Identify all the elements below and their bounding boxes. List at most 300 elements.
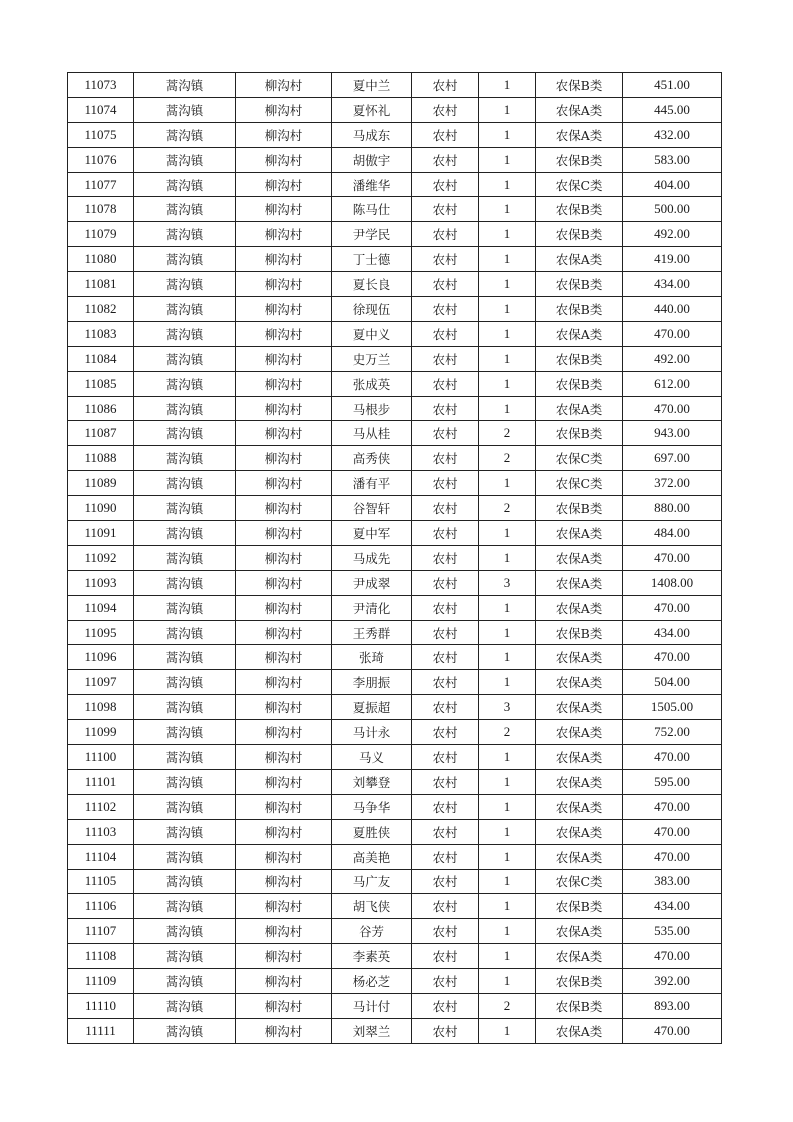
cell-amount: 470.00: [623, 595, 722, 620]
table-row: [68, 819, 722, 844]
table-row: [68, 421, 722, 446]
cell-household-count: 2: [479, 993, 536, 1018]
cell-village: 柳沟村: [236, 545, 332, 570]
cell-town: 蒿沟镇: [134, 297, 236, 322]
cell-town: 蒿沟镇: [134, 919, 236, 944]
cell-insurance-category: 农保A类: [536, 122, 623, 147]
cell-area-type: 农村: [412, 993, 479, 1018]
cell-town: 蒿沟镇: [134, 769, 236, 794]
cell-amount: 500.00: [623, 197, 722, 222]
cell-town: 蒿沟镇: [134, 819, 236, 844]
cell-amount: 535.00: [623, 919, 722, 944]
cell-name: 丁士德: [332, 247, 412, 272]
cell-village: 柳沟村: [236, 595, 332, 620]
cell-area-type: 农村: [412, 670, 479, 695]
cell-village: 柳沟村: [236, 247, 332, 272]
table-row: [68, 197, 722, 222]
table-row: [68, 869, 722, 894]
cell-area-type: 农村: [412, 944, 479, 969]
cell-name: 陈马仕: [332, 197, 412, 222]
cell-town: 蒿沟镇: [134, 869, 236, 894]
cell-village: 柳沟村: [236, 147, 332, 172]
cell-record-id: 11107: [68, 919, 134, 944]
cell-village: 柳沟村: [236, 819, 332, 844]
cell-area-type: 农村: [412, 969, 479, 994]
cell-village: 柳沟村: [236, 297, 332, 322]
cell-village: 柳沟村: [236, 396, 332, 421]
cell-town: 蒿沟镇: [134, 97, 236, 122]
cell-area-type: 农村: [412, 645, 479, 670]
cell-record-id: 11099: [68, 720, 134, 745]
cell-village: 柳沟村: [236, 446, 332, 471]
cell-amount: 451.00: [623, 73, 722, 98]
table-row: [68, 570, 722, 595]
cell-household-count: 1: [479, 222, 536, 247]
cell-insurance-category: 农保C类: [536, 172, 623, 197]
cell-town: 蒿沟镇: [134, 570, 236, 595]
cell-name: 马成东: [332, 122, 412, 147]
table-row: [68, 471, 722, 496]
cell-amount: 372.00: [623, 471, 722, 496]
cell-name: 王秀群: [332, 620, 412, 645]
table-row: [68, 272, 722, 297]
table-row: [68, 720, 722, 745]
cell-village: 柳沟村: [236, 222, 332, 247]
cell-area-type: 农村: [412, 172, 479, 197]
cell-town: 蒿沟镇: [134, 496, 236, 521]
cell-area-type: 农村: [412, 1018, 479, 1043]
cell-record-id: 11080: [68, 247, 134, 272]
cell-household-count: 1: [479, 297, 536, 322]
cell-village: 柳沟村: [236, 496, 332, 521]
cell-amount: 492.00: [623, 346, 722, 371]
cell-household-count: 2: [479, 421, 536, 446]
cell-insurance-category: 农保A类: [536, 695, 623, 720]
cell-insurance-category: 农保A类: [536, 396, 623, 421]
cell-record-id: 11102: [68, 794, 134, 819]
table-row: [68, 446, 722, 471]
cell-insurance-category: 农保A类: [536, 745, 623, 770]
cell-record-id: 11096: [68, 645, 134, 670]
table-row: [68, 645, 722, 670]
cell-village: 柳沟村: [236, 794, 332, 819]
cell-name: 夏中兰: [332, 73, 412, 98]
cell-area-type: 农村: [412, 521, 479, 546]
cell-amount: 470.00: [623, 844, 722, 869]
cell-area-type: 农村: [412, 919, 479, 944]
cell-record-id: 11093: [68, 570, 134, 595]
cell-name: 张琦: [332, 645, 412, 670]
table-row: [68, 894, 722, 919]
cell-insurance-category: 农保B类: [536, 147, 623, 172]
cell-area-type: 农村: [412, 545, 479, 570]
cell-name: 马争华: [332, 794, 412, 819]
cell-town: 蒿沟镇: [134, 944, 236, 969]
cell-town: 蒿沟镇: [134, 272, 236, 297]
cell-record-id: 11083: [68, 321, 134, 346]
cell-town: 蒿沟镇: [134, 595, 236, 620]
table-row: [68, 993, 722, 1018]
cell-town: 蒿沟镇: [134, 745, 236, 770]
cell-amount: 484.00: [623, 521, 722, 546]
cell-village: 柳沟村: [236, 670, 332, 695]
table-row: [68, 346, 722, 371]
cell-record-id: 11089: [68, 471, 134, 496]
cell-name: 李素英: [332, 944, 412, 969]
cell-town: 蒿沟镇: [134, 993, 236, 1018]
cell-town: 蒿沟镇: [134, 321, 236, 346]
cell-insurance-category: 农保C类: [536, 446, 623, 471]
cell-village: 柳沟村: [236, 73, 332, 98]
cell-name: 夏长良: [332, 272, 412, 297]
cell-name: 谷芳: [332, 919, 412, 944]
cell-village: 柳沟村: [236, 197, 332, 222]
cell-household-count: 3: [479, 570, 536, 595]
cell-record-id: 11076: [68, 147, 134, 172]
cell-town: 蒿沟镇: [134, 894, 236, 919]
cell-amount: 432.00: [623, 122, 722, 147]
cell-household-count: 2: [479, 446, 536, 471]
table-row: [68, 496, 722, 521]
cell-insurance-category: 农保B类: [536, 969, 623, 994]
cell-village: 柳沟村: [236, 521, 332, 546]
cell-name: 马成先: [332, 545, 412, 570]
table-row: [68, 97, 722, 122]
cell-household-count: 1: [479, 745, 536, 770]
cell-area-type: 农村: [412, 496, 479, 521]
cell-village: 柳沟村: [236, 97, 332, 122]
cell-name: 马广友: [332, 869, 412, 894]
table-row: [68, 969, 722, 994]
cell-household-count: 1: [479, 869, 536, 894]
cell-record-id: 11086: [68, 396, 134, 421]
cell-record-id: 11095: [68, 620, 134, 645]
cell-town: 蒿沟镇: [134, 794, 236, 819]
table-row: [68, 73, 722, 98]
cell-insurance-category: 农保B类: [536, 620, 623, 645]
cell-amount: 470.00: [623, 1018, 722, 1043]
cell-insurance-category: 农保B类: [536, 371, 623, 396]
cell-village: 柳沟村: [236, 570, 332, 595]
cell-record-id: 11097: [68, 670, 134, 695]
cell-town: 蒿沟镇: [134, 545, 236, 570]
cell-record-id: 11091: [68, 521, 134, 546]
cell-household-count: 2: [479, 720, 536, 745]
cell-record-id: 11078: [68, 197, 134, 222]
table-row: [68, 944, 722, 969]
cell-amount: 470.00: [623, 794, 722, 819]
cell-town: 蒿沟镇: [134, 969, 236, 994]
cell-record-id: 11108: [68, 944, 134, 969]
cell-name: 潘维华: [332, 172, 412, 197]
cell-village: 柳沟村: [236, 919, 332, 944]
cell-town: 蒿沟镇: [134, 346, 236, 371]
cell-village: 柳沟村: [236, 745, 332, 770]
cell-record-id: 11087: [68, 421, 134, 446]
cell-town: 蒿沟镇: [134, 222, 236, 247]
cell-insurance-category: 农保B类: [536, 73, 623, 98]
cell-insurance-category: 农保A类: [536, 1018, 623, 1043]
cell-record-id: 11090: [68, 496, 134, 521]
cell-insurance-category: 农保B类: [536, 297, 623, 322]
cell-town: 蒿沟镇: [134, 1018, 236, 1043]
cell-name: 夏胜侠: [332, 819, 412, 844]
cell-record-id: 11101: [68, 769, 134, 794]
table-row: [68, 670, 722, 695]
cell-amount: 419.00: [623, 247, 722, 272]
cell-name: 杨必芝: [332, 969, 412, 994]
table-row: [68, 521, 722, 546]
cell-record-id: 11088: [68, 446, 134, 471]
table-row: [68, 769, 722, 794]
cell-town: 蒿沟镇: [134, 396, 236, 421]
cell-amount: 440.00: [623, 297, 722, 322]
cell-household-count: 1: [479, 371, 536, 396]
table-row: [68, 695, 722, 720]
cell-name: 张成英: [332, 371, 412, 396]
cell-amount: 470.00: [623, 745, 722, 770]
cell-village: 柳沟村: [236, 993, 332, 1018]
table-row: [68, 122, 722, 147]
cell-name: 马计付: [332, 993, 412, 1018]
cell-amount: 383.00: [623, 869, 722, 894]
cell-name: 尹清化: [332, 595, 412, 620]
cell-amount: 434.00: [623, 272, 722, 297]
cell-town: 蒿沟镇: [134, 471, 236, 496]
cell-amount: 434.00: [623, 620, 722, 645]
cell-record-id: 11077: [68, 172, 134, 197]
cell-record-id: 11081: [68, 272, 134, 297]
cell-name: 刘攀登: [332, 769, 412, 794]
cell-household-count: 3: [479, 695, 536, 720]
cell-name: 尹成翠: [332, 570, 412, 595]
cell-household-count: 1: [479, 1018, 536, 1043]
table-body: [68, 73, 722, 1044]
cell-village: 柳沟村: [236, 122, 332, 147]
cell-area-type: 农村: [412, 122, 479, 147]
cell-area-type: 农村: [412, 371, 479, 396]
cell-area-type: 农村: [412, 396, 479, 421]
table-row: [68, 620, 722, 645]
cell-village: 柳沟村: [236, 944, 332, 969]
cell-amount: 612.00: [623, 371, 722, 396]
cell-amount: 492.00: [623, 222, 722, 247]
cell-amount: 893.00: [623, 993, 722, 1018]
cell-household-count: 1: [479, 521, 536, 546]
cell-village: 柳沟村: [236, 371, 332, 396]
cell-amount: 697.00: [623, 446, 722, 471]
cell-town: 蒿沟镇: [134, 147, 236, 172]
table-row: [68, 844, 722, 869]
cell-household-count: 1: [479, 844, 536, 869]
cell-household-count: 1: [479, 620, 536, 645]
cell-village: 柳沟村: [236, 869, 332, 894]
cell-amount: 583.00: [623, 147, 722, 172]
cell-name: 潘有平: [332, 471, 412, 496]
cell-area-type: 农村: [412, 247, 479, 272]
cell-household-count: 1: [479, 969, 536, 994]
table-row: [68, 595, 722, 620]
cell-name: 马计永: [332, 720, 412, 745]
cell-household-count: 1: [479, 272, 536, 297]
cell-record-id: 11098: [68, 695, 134, 720]
cell-insurance-category: 农保A类: [536, 570, 623, 595]
cell-amount: 470.00: [623, 321, 722, 346]
cell-area-type: 农村: [412, 720, 479, 745]
cell-area-type: 农村: [412, 894, 479, 919]
cell-town: 蒿沟镇: [134, 197, 236, 222]
cell-household-count: 1: [479, 73, 536, 98]
cell-town: 蒿沟镇: [134, 670, 236, 695]
cell-area-type: 农村: [412, 620, 479, 645]
cell-record-id: 11082: [68, 297, 134, 322]
cell-insurance-category: 农保A类: [536, 545, 623, 570]
cell-town: 蒿沟镇: [134, 645, 236, 670]
cell-household-count: 1: [479, 197, 536, 222]
cell-amount: 470.00: [623, 645, 722, 670]
cell-amount: 445.00: [623, 97, 722, 122]
cell-name: 尹学民: [332, 222, 412, 247]
cell-town: 蒿沟镇: [134, 446, 236, 471]
cell-area-type: 农村: [412, 794, 479, 819]
cell-insurance-category: 农保A类: [536, 670, 623, 695]
cell-village: 柳沟村: [236, 894, 332, 919]
cell-area-type: 农村: [412, 844, 479, 869]
cell-amount: 1505.00: [623, 695, 722, 720]
cell-area-type: 农村: [412, 297, 479, 322]
cell-household-count: 1: [479, 645, 536, 670]
cell-area-type: 农村: [412, 446, 479, 471]
cell-name: 史万兰: [332, 346, 412, 371]
cell-record-id: 11106: [68, 894, 134, 919]
cell-name: 胡飞侠: [332, 894, 412, 919]
cell-record-id: 11094: [68, 595, 134, 620]
cell-name: 夏怀礼: [332, 97, 412, 122]
cell-insurance-category: 农保A类: [536, 794, 623, 819]
cell-village: 柳沟村: [236, 346, 332, 371]
cell-area-type: 农村: [412, 819, 479, 844]
cell-amount: 595.00: [623, 769, 722, 794]
cell-village: 柳沟村: [236, 421, 332, 446]
cell-amount: 880.00: [623, 496, 722, 521]
cell-name: 胡傲宇: [332, 147, 412, 172]
cell-amount: 504.00: [623, 670, 722, 695]
cell-area-type: 农村: [412, 745, 479, 770]
cell-name: 谷智轩: [332, 496, 412, 521]
cell-town: 蒿沟镇: [134, 844, 236, 869]
cell-insurance-category: 农保B类: [536, 993, 623, 1018]
cell-insurance-category: 农保A类: [536, 844, 623, 869]
cell-record-id: 11103: [68, 819, 134, 844]
table-row: [68, 919, 722, 944]
cell-household-count: 1: [479, 769, 536, 794]
cell-name: 刘翠兰: [332, 1018, 412, 1043]
cell-area-type: 农村: [412, 147, 479, 172]
cell-village: 柳沟村: [236, 272, 332, 297]
cell-town: 蒿沟镇: [134, 421, 236, 446]
cell-amount: 470.00: [623, 545, 722, 570]
cell-insurance-category: 农保A类: [536, 247, 623, 272]
cell-household-count: 1: [479, 147, 536, 172]
table-row: [68, 222, 722, 247]
cell-household-count: 1: [479, 471, 536, 496]
cell-household-count: 1: [479, 321, 536, 346]
cell-household-count: 1: [479, 919, 536, 944]
cell-insurance-category: 农保A类: [536, 97, 623, 122]
cell-amount: 470.00: [623, 819, 722, 844]
cell-record-id: 11073: [68, 73, 134, 98]
cell-record-id: 11110: [68, 993, 134, 1018]
cell-household-count: 1: [479, 819, 536, 844]
cell-record-id: 11075: [68, 122, 134, 147]
cell-insurance-category: 农保A类: [536, 521, 623, 546]
cell-household-count: 1: [479, 794, 536, 819]
cell-town: 蒿沟镇: [134, 247, 236, 272]
cell-village: 柳沟村: [236, 695, 332, 720]
cell-household-count: 1: [479, 944, 536, 969]
cell-area-type: 农村: [412, 97, 479, 122]
cell-village: 柳沟村: [236, 172, 332, 197]
cell-record-id: 11100: [68, 745, 134, 770]
cell-area-type: 农村: [412, 222, 479, 247]
cell-amount: 470.00: [623, 944, 722, 969]
cell-household-count: 1: [479, 346, 536, 371]
cell-town: 蒿沟镇: [134, 521, 236, 546]
cell-record-id: 11085: [68, 371, 134, 396]
cell-name: 李朋振: [332, 670, 412, 695]
cell-insurance-category: 农保B类: [536, 421, 623, 446]
cell-village: 柳沟村: [236, 645, 332, 670]
cell-town: 蒿沟镇: [134, 122, 236, 147]
cell-village: 柳沟村: [236, 620, 332, 645]
cell-amount: 1408.00: [623, 570, 722, 595]
cell-amount: 943.00: [623, 421, 722, 446]
table-row: [68, 321, 722, 346]
cell-record-id: 11104: [68, 844, 134, 869]
cell-area-type: 农村: [412, 346, 479, 371]
roster-table: [67, 72, 722, 1044]
cell-household-count: 1: [479, 172, 536, 197]
cell-village: 柳沟村: [236, 1018, 332, 1043]
cell-household-count: 1: [479, 97, 536, 122]
cell-record-id: 11111: [68, 1018, 134, 1043]
table-row: [68, 147, 722, 172]
table-row: [68, 745, 722, 770]
cell-household-count: 1: [479, 670, 536, 695]
cell-insurance-category: 农保A类: [536, 645, 623, 670]
cell-household-count: 1: [479, 396, 536, 421]
cell-record-id: 11084: [68, 346, 134, 371]
cell-record-id: 11109: [68, 969, 134, 994]
cell-insurance-category: 农保A类: [536, 321, 623, 346]
cell-name: 马根步: [332, 396, 412, 421]
cell-village: 柳沟村: [236, 969, 332, 994]
cell-village: 柳沟村: [236, 720, 332, 745]
cell-record-id: 11105: [68, 869, 134, 894]
cell-village: 柳沟村: [236, 844, 332, 869]
table-row: [68, 371, 722, 396]
table-row: [68, 172, 722, 197]
table-row: [68, 1018, 722, 1043]
cell-area-type: 农村: [412, 695, 479, 720]
cell-insurance-category: 农保C类: [536, 471, 623, 496]
cell-town: 蒿沟镇: [134, 720, 236, 745]
cell-town: 蒿沟镇: [134, 172, 236, 197]
cell-insurance-category: 农保A类: [536, 919, 623, 944]
cell-name: 高美艳: [332, 844, 412, 869]
cell-area-type: 农村: [412, 421, 479, 446]
cell-town: 蒿沟镇: [134, 695, 236, 720]
